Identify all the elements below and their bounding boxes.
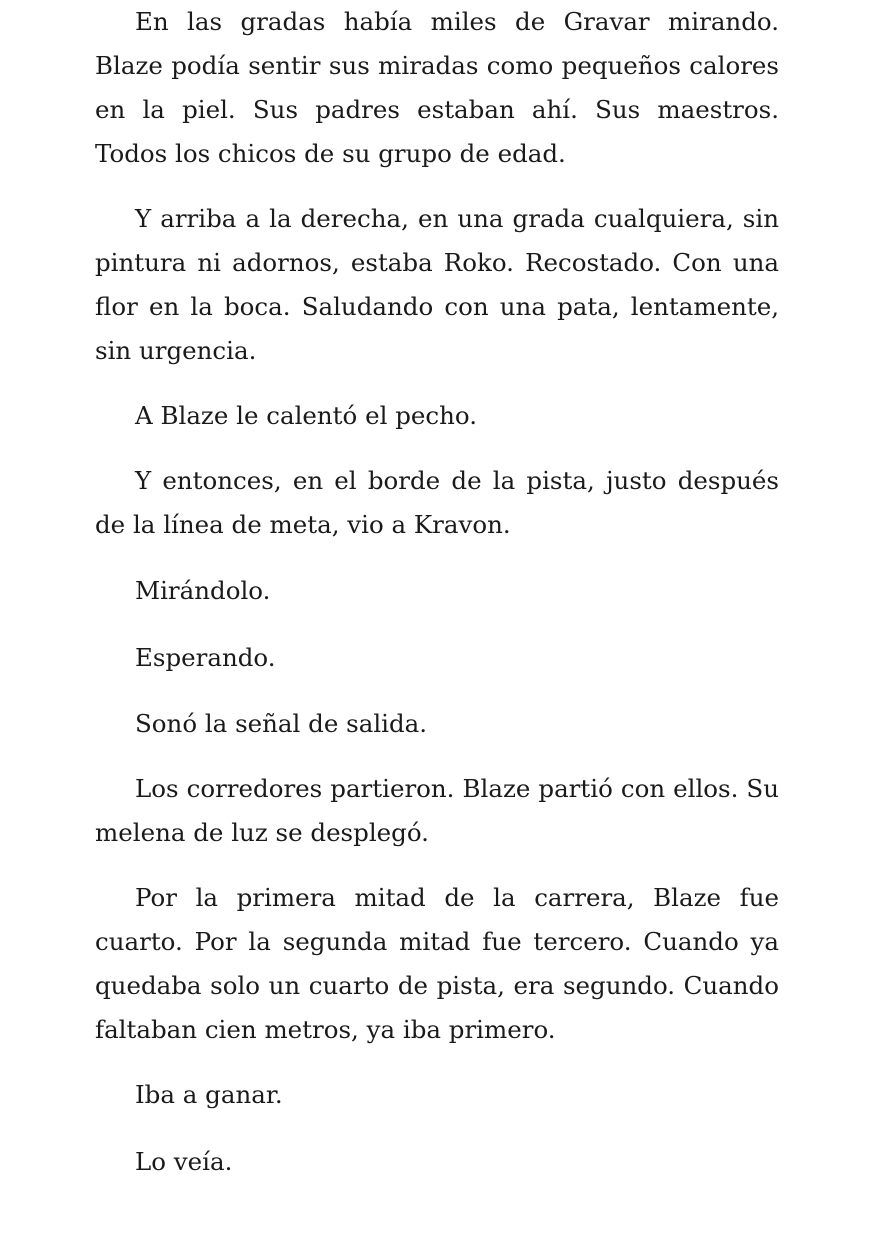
paragraph-9: Por la primera mitad de la carrera, Blaze fue cuarto. Por la segunda mitad fue tercero. Cuando ya quedaba solo un cuarto de pista, era segundo. Cuando faltaban cien metros, ya iba primero. (95, 883, 779, 1044)
paragraph-11: Lo veía. (135, 1147, 233, 1176)
paragraph-8: Los corredores partieron. Blaze partió con ellos. Su melena de luz se desplegó. (95, 774, 779, 847)
paragraph-2: Y arriba a la derecha, en una grada cualquiera, sin pintura ni adornos, estaba Roko. Recostado. Con una flor en la boca. Saludando con una pata, lentamente, sin urgencia. (95, 204, 779, 365)
paragraph-10: Iba a ganar. (135, 1080, 283, 1109)
book-page (95, 0, 779, 1240)
paragraph-4: Y entonces, en el borde de la pista, justo después de la línea de meta, vio a Kravon. (95, 466, 779, 539)
paragraph-3: A Blaze le calentó el pecho. (135, 401, 477, 430)
paragraph-5: Mirándolo. (135, 576, 271, 605)
paragraph-1: En las gradas había miles de Gravar mirando. Blaze podía sentir sus miradas como pequeños calores en la piel. Sus padres estaban ahí. Sus maestros. Todos los chicos de su grupo de edad. (95, 7, 779, 168)
paragraph-7: Sonó la señal de salida. (135, 709, 428, 738)
paragraph-6: Esperando. (135, 643, 276, 672)
